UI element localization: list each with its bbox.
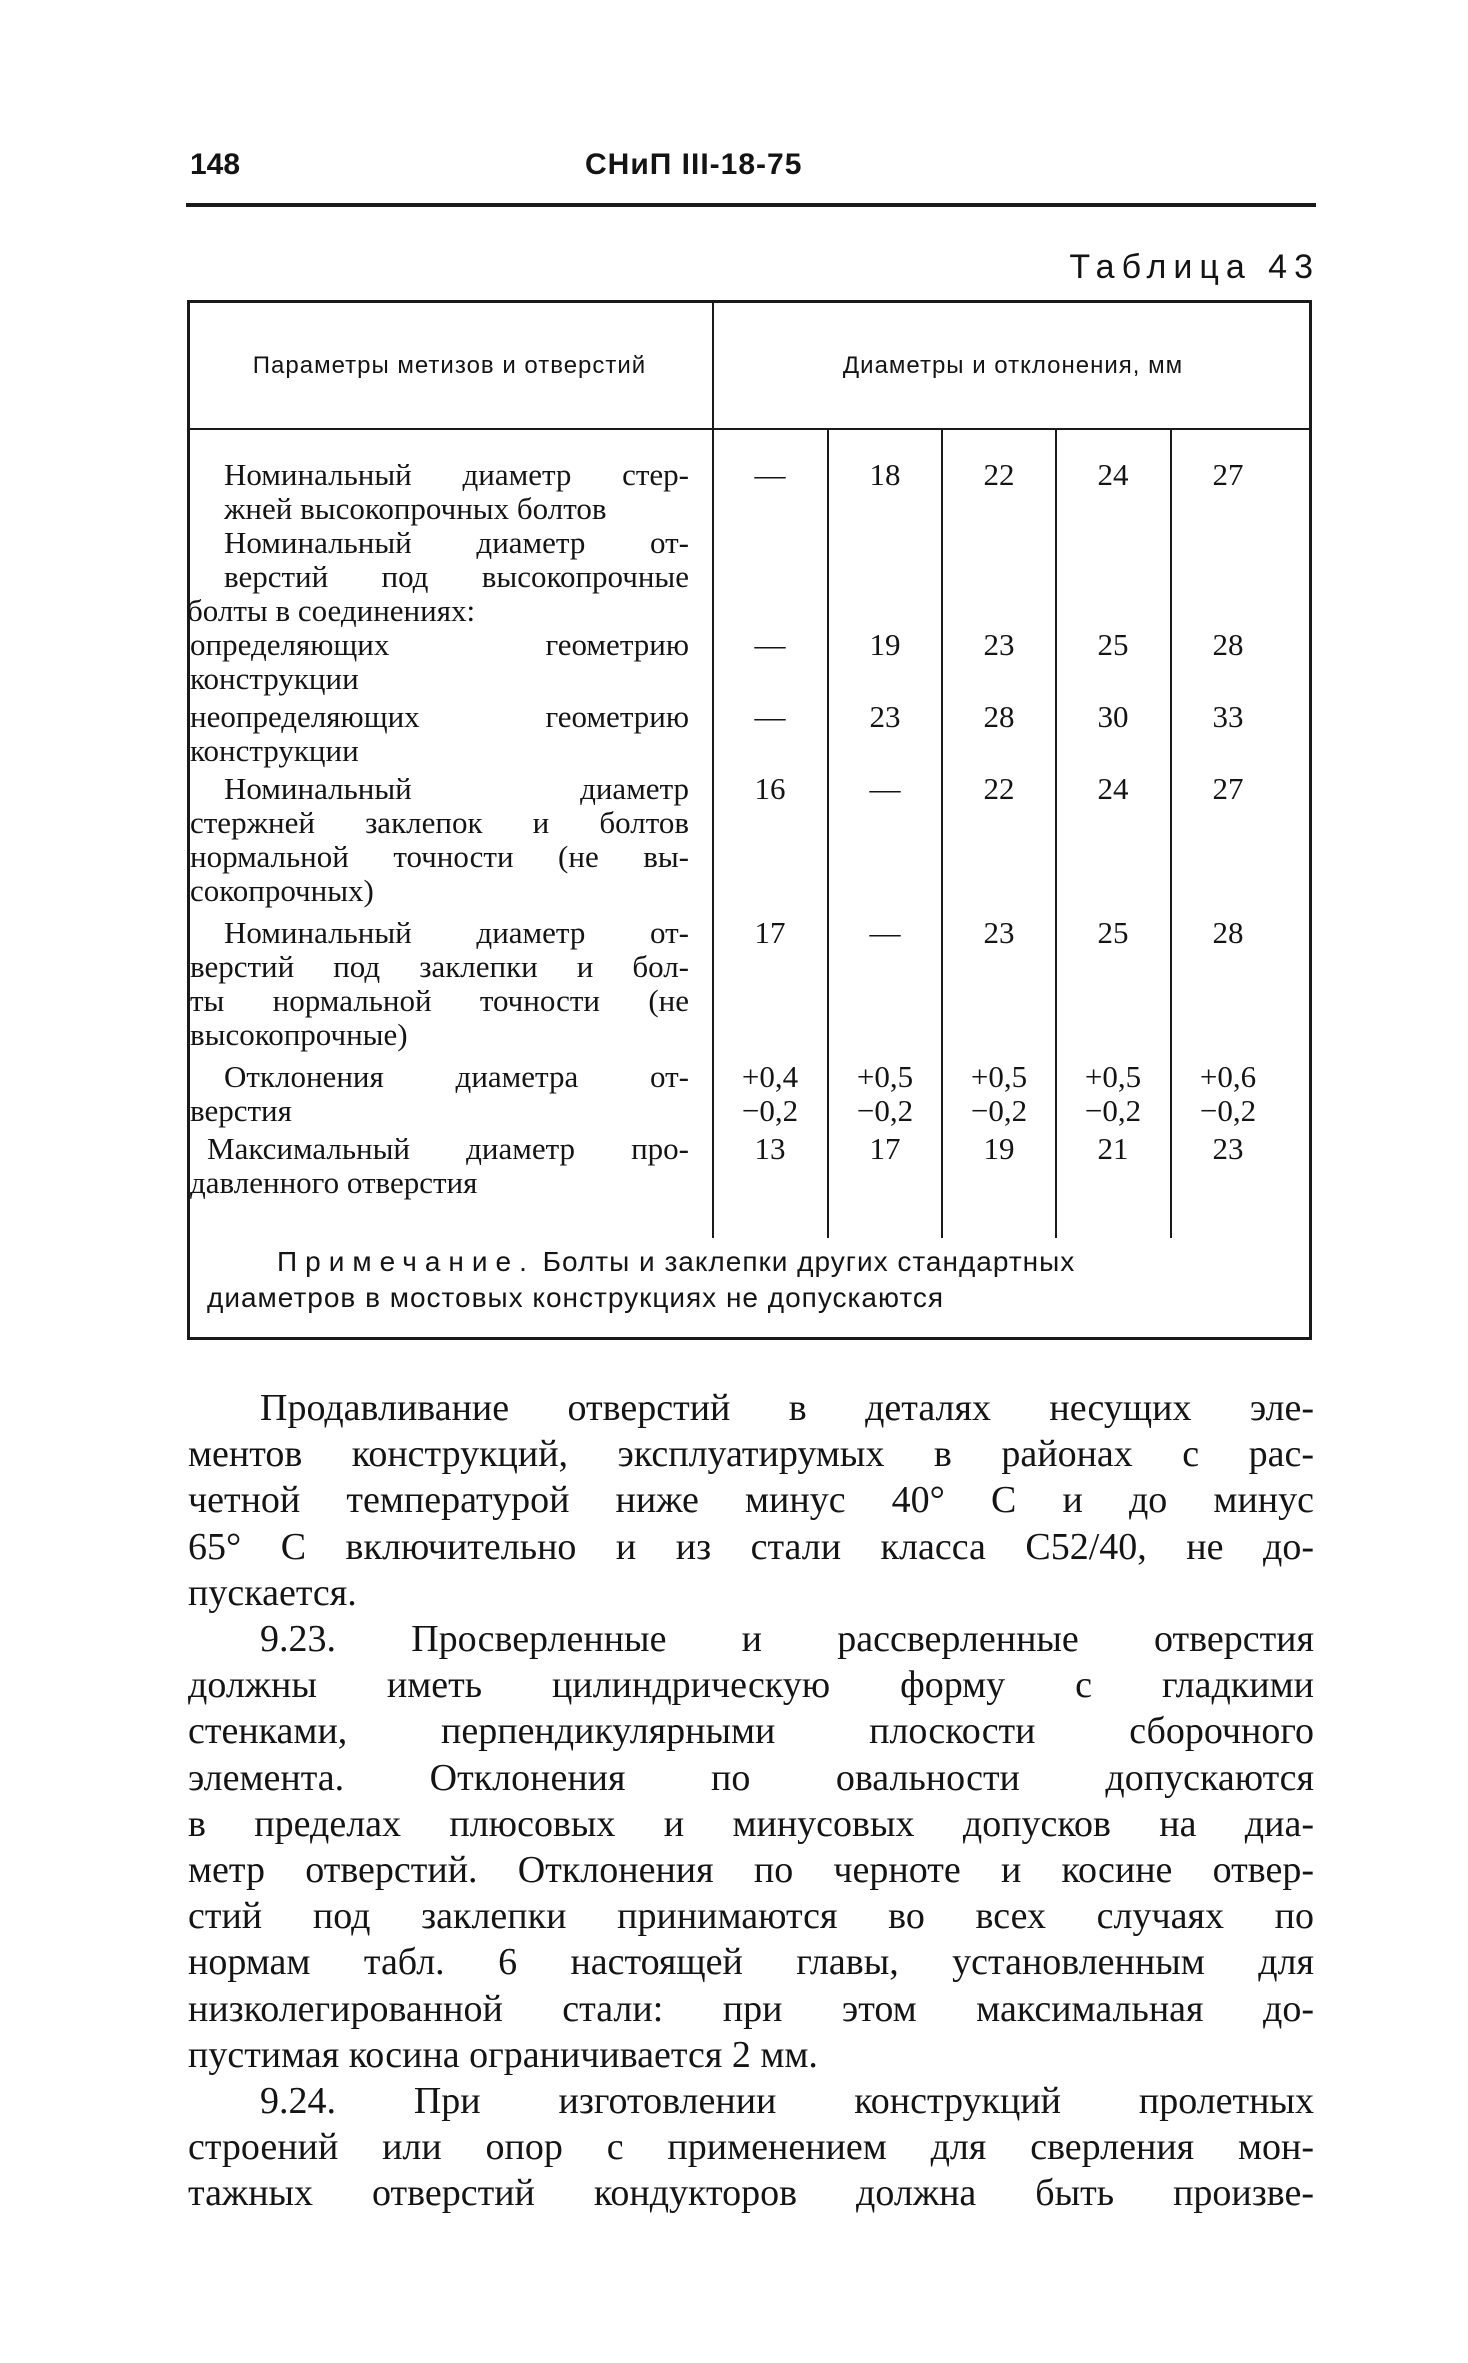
table-cell: 33 — [1212, 699, 1244, 734]
paragraph-line: метр отверстий. Отклонения по черноте и косине отвер- — [188, 1849, 1314, 1892]
paragraph-line: нормам табл. 6 настоящей главы, установленным для — [188, 1941, 1314, 1984]
paragraph-line: в пределах плюсовых и минусовых допусков на диа- — [188, 1802, 1314, 1845]
paragraph-line: стий под заклепки принимаются во всех случаях по — [188, 1895, 1314, 1938]
paragraph-line: низколегированной стали: при этом максимальная до- — [188, 1987, 1314, 2030]
table-cell: 17 — [869, 1131, 901, 1166]
paragraph-line: тажных отверстий кондукторов должна быть произве- — [188, 2172, 1314, 2215]
data-table — [187, 300, 1312, 1340]
paragraph-line: ментов конструкций, эксплуатирумых в районах с рас- — [188, 1433, 1314, 1476]
document-code: СНиП III-18-75 — [585, 148, 803, 181]
table-row-param: Максимальный диаметр про- давленного отверстия — [190, 1131, 689, 1200]
table-cell: — — [754, 457, 786, 492]
paragraph-line: пустимая косина ограничивается 2 мм. — [188, 2033, 818, 2076]
table-cell: 28 — [1212, 915, 1244, 950]
table-top-border — [187, 300, 1312, 303]
table-cell: — — [869, 771, 901, 806]
header-rule — [186, 203, 1316, 207]
column-header-params: Параметры метизов и отверстий — [252, 352, 647, 379]
table-cell: 30 — [1097, 699, 1129, 734]
table-cell: +0,5 −0,2 — [856, 1059, 914, 1128]
table-cell: 25 — [1097, 627, 1129, 662]
table-cell: +0,5 −0,2 — [1084, 1059, 1142, 1128]
paragraph-line: элемента. Отклонения по овальности допускаются — [188, 1756, 1314, 1799]
table-cell: — — [869, 915, 901, 950]
body-text — [188, 1385, 1314, 2217]
table-cell: +0,4 −0,2 — [741, 1059, 799, 1128]
table-caption: Таблица 43 — [1069, 248, 1320, 286]
table-row-param: неопределяющих геометрию конструкции — [190, 699, 689, 768]
note-text: Болты и заклепки других стандартных — [542, 1246, 1076, 1277]
paragraph-line: строений или опор с применением для сверления мон- — [188, 2126, 1314, 2169]
note-text-line2: диаметров в мостовых конструкциях не допускаются — [207, 1282, 945, 1313]
table-row-param: Номинальный диаметр стер- жней высокопрочных болтов — [224, 457, 689, 526]
table-cell: 28 — [1212, 627, 1244, 662]
table-row-param: определяющих геометрию конструкции — [190, 627, 689, 696]
column-header-values: Диаметры и отклонения, мм — [842, 352, 1184, 379]
table-row-param: Номинальный диаметр стержней заклепок и болтов нормальной точности (не вы- сокопрочных) — [190, 771, 689, 908]
paragraph-line: 9.24. При изготовлении конструкций пролетных — [260, 2080, 1314, 2123]
page-number: 148 — [190, 148, 241, 181]
paragraph-line: четной температурой ниже минус 40° С и до минус — [188, 1479, 1314, 1522]
table-cell: 24 — [1097, 771, 1129, 806]
paragraph-line: 9.23. Просверленные и рассверленные отверстия — [260, 1618, 1314, 1661]
paragraph-line: Продавливание отверстий в деталях несущих эле- — [260, 1387, 1314, 1429]
note-label: Примечание. — [277, 1246, 535, 1277]
table-cell: 23 — [1212, 1131, 1244, 1166]
table-cell: 19 — [983, 1131, 1015, 1166]
table-bottom-border — [187, 1337, 1312, 1340]
paragraph-line: 65° С включительно и из стали класса С52/40, не до- — [188, 1525, 1314, 1568]
table-cell: — — [754, 699, 786, 734]
table-cell: 23 — [983, 915, 1015, 950]
table-row-param: Номинальный диаметр от- верстий под высокопрочные болты в соединениях: — [187, 525, 689, 628]
table-right-border — [1309, 300, 1312, 1340]
table-cell: 16 — [754, 771, 786, 806]
table-cell: 22 — [983, 771, 1015, 806]
table-cell: — — [754, 627, 786, 662]
table-note — [207, 1244, 1307, 1316]
paragraph-line: должны иметь цилиндрическую форму с гладкими — [188, 1664, 1314, 1707]
table-cell: 23 — [983, 627, 1015, 662]
paragraph-line: стенками, перпендикулярными плоскости сборочного — [188, 1710, 1314, 1753]
table-cell: 28 — [983, 699, 1015, 734]
table-cell: 18 — [869, 457, 901, 492]
table-cell: 24 — [1097, 457, 1129, 492]
table-cell: 17 — [754, 915, 786, 950]
table-cell: 13 — [754, 1131, 786, 1166]
table-row-param: Отклонения диаметра от- верстия — [190, 1059, 689, 1128]
table-cell: +0,6 −0,2 — [1199, 1059, 1257, 1128]
table-cell: 21 — [1097, 1131, 1129, 1166]
table-row-param: Номинальный диаметр от- верстий под заклепки и бол- ты нормальной точности (не высокопрочные) — [190, 915, 689, 1052]
page-header — [190, 138, 1315, 198]
header-separator — [187, 428, 1312, 430]
table-cell: 23 — [869, 699, 901, 734]
table-cell: 19 — [869, 627, 901, 662]
table-cell: 25 — [1097, 915, 1129, 950]
paragraph-line: пускается. — [188, 1571, 357, 1614]
table-cell: 22 — [983, 457, 1015, 492]
table-cell: +0,5 −0,2 — [970, 1059, 1028, 1128]
table-cell: 27 — [1212, 771, 1244, 806]
table-cell: 27 — [1212, 457, 1244, 492]
